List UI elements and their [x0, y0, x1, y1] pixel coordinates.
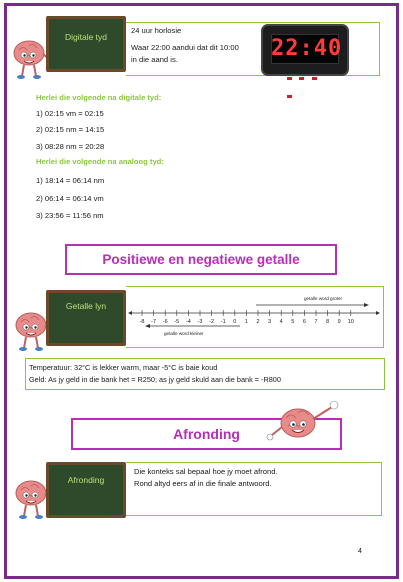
- rounding-line-2: Rond altyd eers af in die finale antwoord.: [134, 479, 272, 488]
- chalkboard: [46, 462, 126, 518]
- board-label: Afronding: [67, 475, 105, 485]
- heading-digital: Herlei die volgende na digitale tyd:: [36, 93, 162, 102]
- info-body-line1: Waar 22:00 aandui dat dit 10:00: [131, 43, 239, 52]
- analog-item-3: 3) 23:56 = 11:56 nm: [36, 211, 104, 220]
- page-number: 4: [358, 548, 362, 555]
- title-integers: Positiewe en negatiewe getalle: [65, 244, 337, 275]
- number-line-tick-label: -1: [220, 319, 226, 325]
- number-line: [128, 288, 382, 346]
- digital-item-2: 2) 02:15 nm = 14:15: [36, 125, 105, 134]
- number-line-tick-label: 2: [256, 319, 260, 325]
- number-line-tick-label: 3: [268, 319, 272, 325]
- number-line-tick-label: 9: [337, 319, 341, 325]
- brain-mascot-icon: [10, 38, 48, 80]
- chalkboard: [46, 290, 126, 346]
- number-line-tick-label: 10: [347, 319, 354, 325]
- waving-brain-mascot-icon: [258, 397, 348, 447]
- board-label: Getalle lyn: [65, 301, 107, 311]
- number-line-tick-label: -8: [139, 319, 145, 325]
- number-line-tick-label: 1: [244, 319, 248, 325]
- brain-mascot-icon: [12, 310, 50, 352]
- number-line-tick-label: -5: [174, 319, 180, 325]
- number-line-tick-label: 0: [233, 319, 237, 325]
- analog-item-1: 1) 18:14 = 06:14 nm: [36, 176, 105, 185]
- board-label: Digitale tyd: [64, 32, 108, 42]
- number-line-tick-label: -7: [151, 319, 157, 325]
- number-line-tick-label: 4: [279, 319, 283, 325]
- digital-item-1: 1) 02:15 vm = 02:15: [36, 109, 104, 118]
- label-greater: getalle word groter: [304, 296, 343, 301]
- analog-item-2: 2) 06:14 = 06:14 vm: [36, 194, 104, 203]
- rounding-line-1: Die konteks sal bepaal hoe jy moet afrond.: [134, 467, 278, 476]
- title-rounding: Afronding: [71, 418, 342, 450]
- info-title: 24 uur horlosie: [131, 26, 182, 35]
- number-line-tick-label: -6: [162, 319, 168, 325]
- digital-clock-image: [261, 24, 349, 76]
- digital-item-3: 3) 08:28 nm = 20:28: [36, 142, 105, 151]
- info-body-line2: in die aand is.: [131, 55, 178, 64]
- number-line-tick-label: 7: [314, 319, 318, 325]
- number-line-tick-label: 8: [326, 319, 330, 325]
- number-line-tick-label: 5: [291, 319, 295, 325]
- number-line-tick-label: -3: [197, 319, 203, 325]
- heading-analog: Herlei die volgende na analoog tyd:: [36, 157, 164, 166]
- clock-display: 22:40: [271, 36, 343, 61]
- example-money: Geld: As jy geld in die bank het = R250; as jy geld skuld aan die bank = -R800: [29, 375, 281, 384]
- number-line-tick-label: -2: [209, 319, 215, 325]
- example-temperature: Temperatuur: 32°C is lekker warm, maar -5°C is baie koud: [29, 363, 218, 372]
- brain-mascot-icon: [12, 478, 50, 520]
- number-line-tick-label: -4: [185, 319, 191, 325]
- number-line-tick-label: 6: [302, 319, 306, 325]
- label-smaller: getalle word kleiner: [164, 331, 204, 336]
- chalkboard: [46, 16, 126, 72]
